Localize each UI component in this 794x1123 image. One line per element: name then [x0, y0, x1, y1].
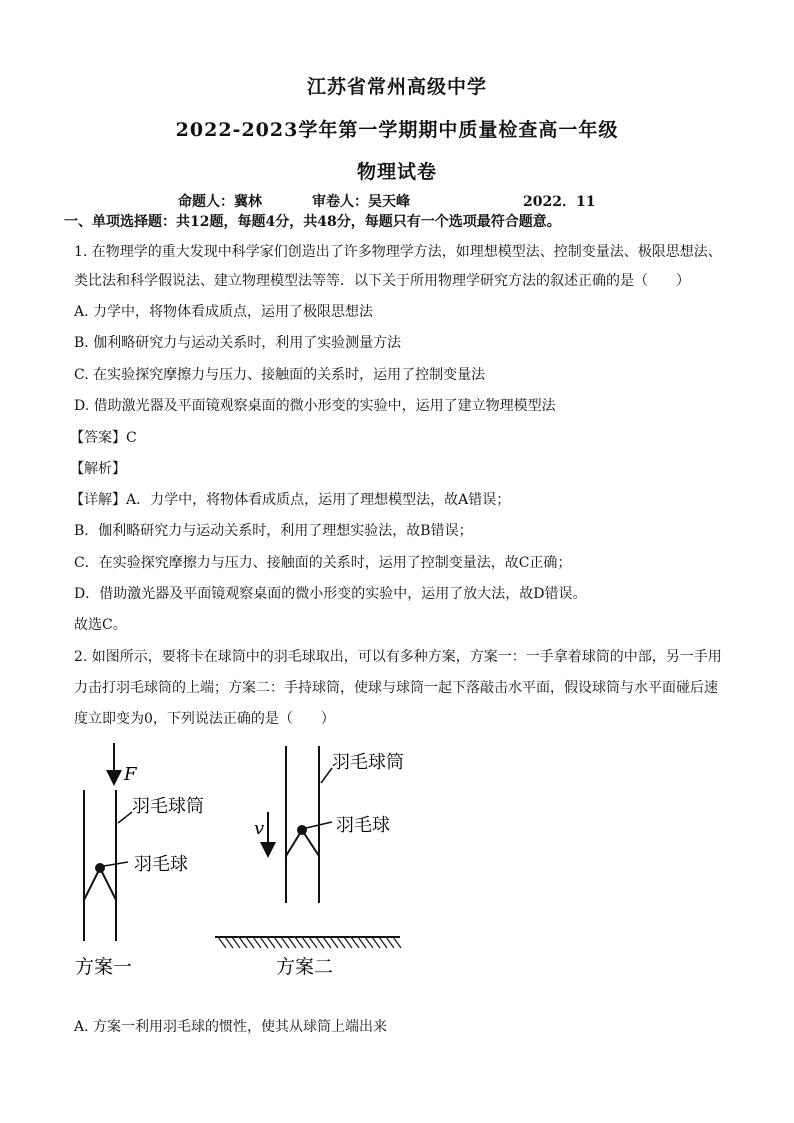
school-title: 江苏省常州高级中学 — [306, 76, 487, 98]
hatch-stroke — [253, 937, 261, 948]
hatch-stroke — [316, 937, 324, 948]
q2-option-a: A. 方案一利用羽毛球的惯性，使其从球筒上端出来 — [74, 1019, 388, 1035]
plan1-tube-label: 羽毛球筒 — [132, 796, 204, 817]
q1-option-a: A. 力学中，将物体看成质点，运用了极限思想法 — [74, 304, 374, 320]
hatch-stroke — [337, 937, 345, 948]
hatch-stroke — [351, 937, 359, 948]
plan1-tube-pointer — [118, 812, 132, 823]
q1-detail-line4: D．借助激光器及平面镜观察桌面的微小形变的实验中，运用了放大法，故D错误。 — [74, 586, 587, 602]
q1-conclusion: 故选C。 — [74, 617, 127, 633]
q1-answer: 【答案】C — [70, 430, 137, 446]
exam-title: 2022-2023学年第一学期期中质量检查高一年级 — [175, 119, 619, 141]
hatch-stroke — [232, 937, 240, 948]
hatch-stroke — [288, 937, 296, 948]
q1-option-d: D. 借助激光器及平面镜观察桌面的微小形变的实验中，运用了建立物理模型法 — [74, 398, 556, 414]
plan2-shuttlecock-head — [297, 825, 307, 835]
hatch-stroke — [225, 937, 233, 948]
section-heading: 一、单项选择题：共12题，每题4分，共48分，每题只有一个选项最符合题意。 — [64, 214, 561, 230]
plan1-shuttlecock-head — [95, 863, 105, 873]
subject-title: 物理试卷 — [356, 161, 437, 183]
plan2-tube-label: 羽毛球筒 — [332, 752, 404, 773]
setter: 命题人：冀林 — [178, 194, 262, 210]
velocity-label: v — [254, 818, 265, 839]
ground-hatching — [218, 937, 401, 948]
hatch-stroke — [218, 937, 226, 948]
plan2-ball-label: 羽毛球 — [336, 815, 390, 836]
q2-stem-line2: 力击打羽毛球筒的上端；方案二：手持球筒，使球与球筒一起下落敲击水平面，假设球筒与水平面碰后速 — [74, 680, 718, 696]
plan1-caption: 方案一 — [75, 956, 133, 978]
plan2-tube-pointer — [321, 768, 332, 783]
q1-stem-line2: 类比法和科学假说法、建立物理模型法等等．以下关于所用物理学研究方法的叙述正确的是（ ） — [74, 273, 690, 289]
q1-analysis-tag: 【解析】 — [70, 461, 126, 477]
hatch-stroke — [260, 937, 268, 948]
hatch-stroke — [267, 937, 275, 948]
q1-detail-line2: B．伽利略研究力与运动关系时，利用了理想实验法，故B错误； — [74, 523, 473, 539]
hatch-stroke — [330, 937, 338, 948]
q2-stem-line3: 度立即变为0，下列说法正确的是（ ） — [74, 711, 335, 727]
hatch-stroke — [295, 937, 303, 948]
hatch-stroke — [274, 937, 282, 948]
q1-stem-line1: 1. 在物理学的重大发现中科学家们创造出了许多物理学方法，如理想模型法、控制变量法、极限思想法、 — [74, 244, 722, 260]
hatch-stroke — [365, 937, 373, 948]
hatch-stroke — [386, 937, 394, 948]
q2-stem-line1: 2. 如图所示，要将卡在球筒中的羽毛球取出，可以有多种方案，方案一：一手拿着球筒的中部，另一手用 — [74, 649, 722, 665]
hatch-stroke — [379, 937, 387, 948]
plan1-diagram — [75, 743, 204, 978]
plan2-diagram — [215, 746, 404, 978]
q1-option-c: C. 在实验探究摩擦力与压力、接触面的关系时，运用了控制变量法 — [74, 367, 486, 383]
q1-option-b: B. 伽利略研究力与运动关系时，利用了实验测量方法 — [74, 335, 402, 351]
hatch-stroke — [281, 937, 289, 948]
reviewer: 审卷人：吴天峰 — [312, 194, 410, 210]
hatch-stroke — [393, 937, 401, 948]
q1-detail-line3: C．在实验探究摩擦力与压力、接触面的关系时，运用了控制变量法，故C正确； — [74, 555, 572, 571]
plan1-ball-label: 羽毛球 — [134, 854, 188, 875]
hatch-stroke — [309, 937, 317, 948]
hatch-stroke — [372, 937, 380, 948]
exam-date: 2022．11 — [523, 194, 596, 210]
hatch-stroke — [358, 937, 366, 948]
plan2-caption: 方案二 — [276, 956, 334, 978]
hatch-stroke — [323, 937, 331, 948]
hatch-stroke — [344, 937, 352, 948]
force-label: F — [124, 764, 137, 785]
badminton-tube-figure — [60, 738, 420, 983]
q1-detail-line1: 【详解】A．力学中，将物体看成质点，运用了理想模型法，故A错误； — [70, 492, 511, 508]
hatch-stroke — [302, 937, 310, 948]
hatch-stroke — [246, 937, 254, 948]
hatch-stroke — [239, 937, 247, 948]
